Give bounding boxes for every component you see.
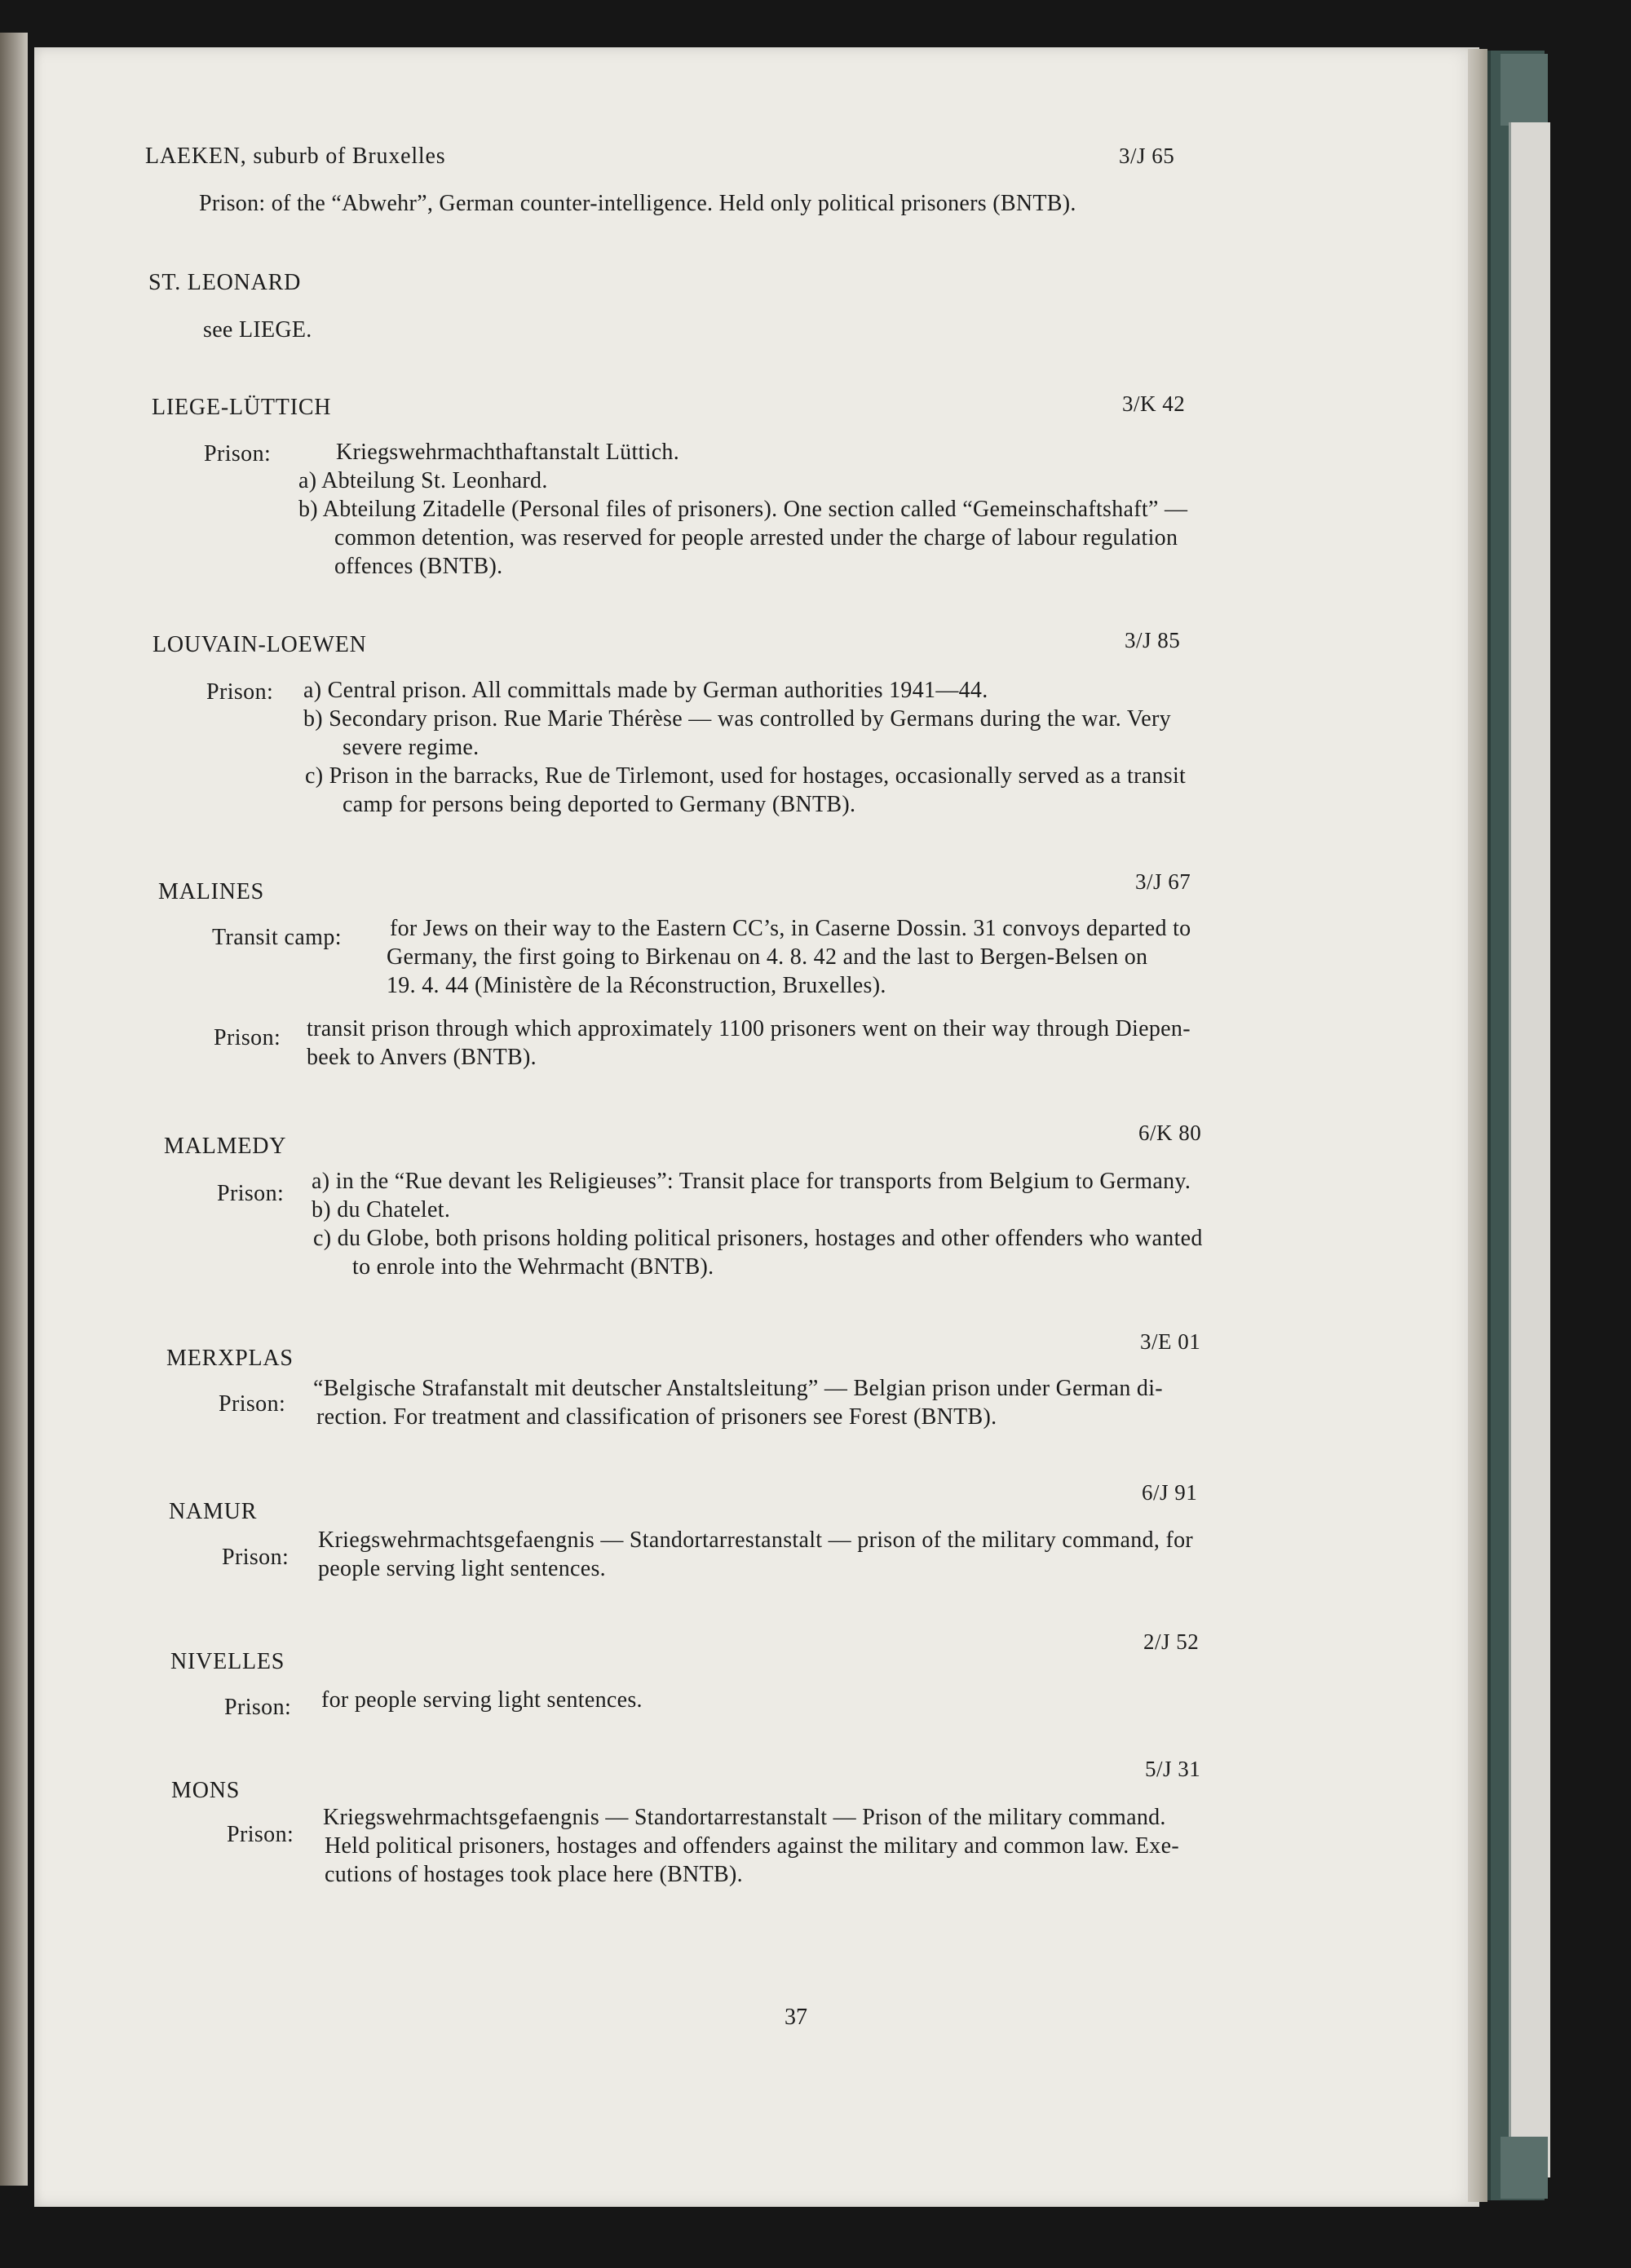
entry-heading: ST. LEONARD — [148, 270, 302, 295]
entry-line: to enrole into the Wehrmacht (BNTB). — [352, 1254, 714, 1280]
entry-heading: LOUVAIN-LOEWEN — [152, 632, 367, 657]
entry-label: Prison: — [217, 1181, 285, 1206]
entry-line: c) Prison in the barracks, Rue de Tirlemont, used for hostages, occasionally served as a transit — [305, 763, 1187, 789]
book-page — [34, 47, 1479, 2207]
entry-heading: MALINES — [158, 879, 265, 904]
entry-line: severe regime. — [343, 735, 480, 760]
entry-label: Prison: — [219, 1391, 286, 1417]
map-reference: 3/J 67 — [1135, 869, 1191, 894]
map-reference: 3/K 42 — [1122, 391, 1186, 416]
entry-label: Transit camp: — [212, 925, 342, 950]
entry-heading: LAEKEN, suburb of Bruxelles — [145, 144, 446, 169]
entry-line: “Belgische Strafanstalt mit deutscher Anstaltsleitung” — Belgian prison under German di- — [313, 1376, 1163, 1401]
entry-line: see LIEGE. — [203, 317, 312, 343]
entry-line: for people serving light sentences. — [321, 1687, 643, 1713]
entry-line: people serving light sentences. — [318, 1556, 606, 1581]
entry-line: a) Central prison. All committals made by German authorities 1941—44. — [303, 678, 988, 703]
entry-line: c) du Globe, both prisons holding political prisoners, hostages and other offenders who wanted — [313, 1226, 1203, 1251]
page-number: 37 — [785, 2005, 807, 2030]
entry-label: Prison: — [224, 1695, 292, 1720]
entry-line: Held political prisoners, hostages and offenders against the military and common law. Exe- — [325, 1833, 1179, 1859]
entry-heading: LIEGE-LÜTTICH — [152, 395, 332, 420]
map-reference: 3/E 01 — [1140, 1329, 1201, 1354]
entry-line: rection. For treatment and classification of prisoners see Forest (BNTB). — [316, 1404, 997, 1430]
entry-line: b) Abteilung Zitadelle (Personal files of prisoners). One section called “Gemeinschaftshaft” — — [298, 497, 1188, 522]
page-block-edge — [1468, 49, 1487, 2202]
entry-line: b) du Chatelet. — [312, 1197, 451, 1222]
entry-line: offences (BNTB). — [334, 554, 503, 579]
entry-line: for Jews on their way to the Eastern CC’s, in Caserne Dossin. 31 convoys departed to — [390, 916, 1191, 941]
entry-label: Prison: — [214, 1025, 281, 1050]
entry-label: Prison: — [227, 1822, 294, 1847]
map-reference: 3/J 85 — [1125, 628, 1181, 652]
entry-line: camp for persons being deported to Germany (BNTB). — [343, 792, 856, 817]
entry-line: Kriegswehrmachtsgefaengnis — Standortarrestanstalt — Prison of the military command. — [323, 1805, 1166, 1830]
entry-line: Kriegswehrmachthaftanstalt Lüttich. — [336, 440, 680, 465]
entry-heading: NAMUR — [169, 1499, 258, 1524]
cover-inner-board — [1509, 122, 1550, 2177]
cover-corner-top — [1501, 54, 1548, 126]
cover-corner-bottom — [1501, 2137, 1548, 2199]
entry-label: Prison: — [204, 441, 272, 466]
entry-heading: MERXPLAS — [166, 1346, 294, 1371]
entry-label: Prison: — [206, 679, 274, 705]
entry-label: Prison: — [222, 1545, 290, 1570]
entry-line: a) Abteilung St. Leonhard. — [298, 468, 548, 493]
entry-line: Prison: of the “Abwehr”, German counter-intelligence. Held only political prisoners (BNTB). — [199, 191, 1076, 216]
entry-line: common detention, was reserved for people arrested under the charge of labour regulation — [334, 525, 1178, 550]
entry-line: cutions of hostages took place here (BNTB). — [325, 1862, 743, 1887]
entry-line: Kriegswehrmachtsgefaengnis — Standortarrestanstalt — prison of the military command, for — [318, 1527, 1194, 1553]
entry-line: 19. 4. 44 (Ministère de la Réconstruction, Bruxelles). — [387, 973, 886, 998]
entry-heading: MALMEDY — [164, 1134, 287, 1159]
entry-line: b) Secondary prison. Rue Marie Thérèse — was controlled by Germans during the war. Very — [303, 706, 1171, 732]
entry-heading: MONS — [171, 1778, 241, 1803]
facing-page-edge — [0, 33, 28, 2186]
map-reference: 5/J 31 — [1145, 1757, 1201, 1781]
entry-line: a) in the “Rue devant les Religieuses”: Transit place for transports from Belgium to Germany. — [312, 1169, 1191, 1194]
map-reference: 3/J 65 — [1119, 144, 1175, 168]
entry-line: transit prison through which approximately 1100 prisoners went on their way through Diepen- — [307, 1016, 1191, 1041]
map-reference: 2/J 52 — [1143, 1629, 1200, 1654]
map-reference: 6/K 80 — [1138, 1121, 1202, 1145]
entry-line: beek to Anvers (BNTB). — [307, 1045, 537, 1070]
entry-heading: NIVELLES — [170, 1649, 285, 1674]
entry-line: Germany, the first going to Birkenau on 4. 8. 42 and the last to Bergen-Belsen on — [387, 944, 1148, 970]
map-reference: 6/J 91 — [1142, 1480, 1198, 1505]
